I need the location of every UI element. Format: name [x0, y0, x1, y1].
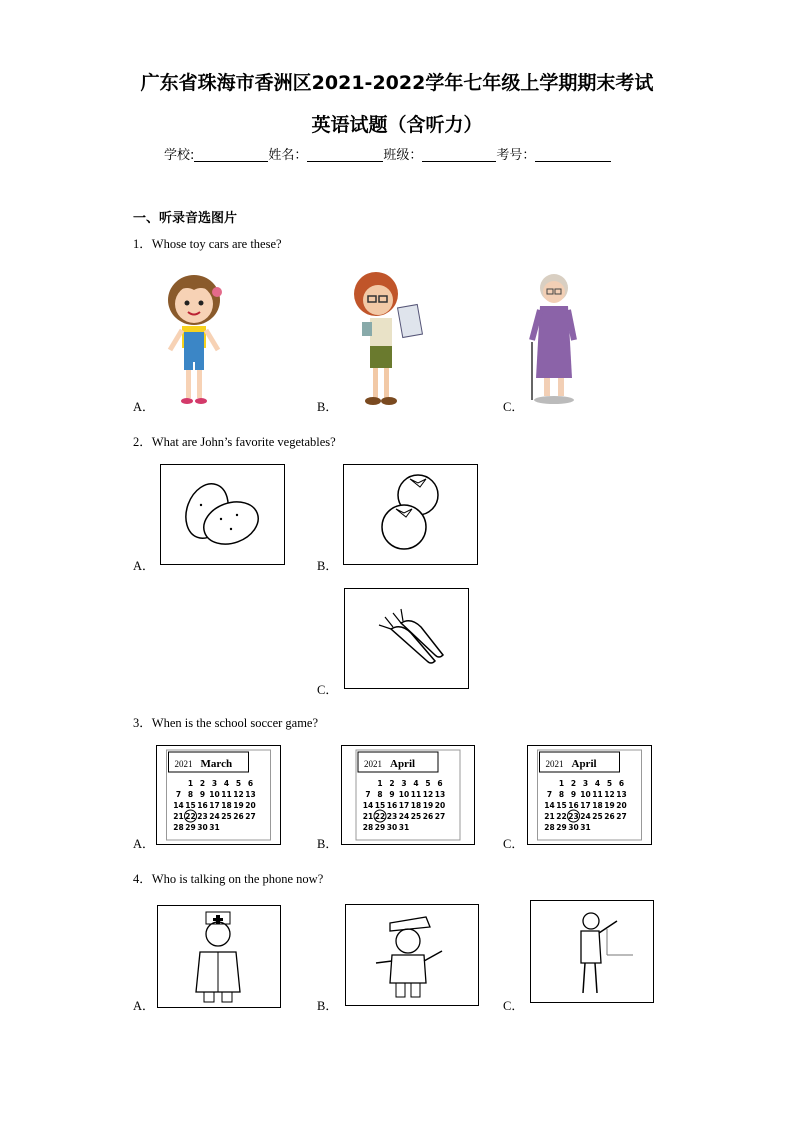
- calendar-day: 10: [580, 790, 591, 799]
- calendar-day: 25: [410, 812, 422, 821]
- q4-option-c-label: C．: [503, 999, 524, 1013]
- teacher-picture[interactable]: [530, 900, 654, 1003]
- tomatoes-picture[interactable]: [343, 464, 478, 565]
- calendar-day: 13: [434, 790, 446, 799]
- calendar-day: 29: [374, 823, 386, 832]
- question-number: 3．: [133, 716, 152, 730]
- student-info-line: [164, 144, 611, 163]
- q2-option-a-label: A．: [133, 559, 155, 573]
- q4-option-b-label: B．: [317, 999, 338, 1013]
- calendar-month: April: [390, 758, 416, 770]
- calendar-april-22-picture[interactable]: [341, 745, 475, 845]
- calendar-day: 7: [365, 790, 371, 799]
- calendar-day: 25: [592, 812, 603, 821]
- calendar-day: 22: [185, 812, 196, 821]
- calendar-day: 13: [245, 790, 256, 799]
- calendar-day: 15: [185, 801, 196, 810]
- calendar-day: 19: [233, 801, 244, 810]
- class-label: 班级：: [383, 148, 423, 163]
- calendar-day: 19: [604, 801, 615, 810]
- question-number: 1．: [133, 237, 152, 251]
- calendar-day: 17: [209, 801, 220, 810]
- calendar-day: 20: [434, 801, 446, 810]
- calendar-day: 21: [173, 812, 184, 821]
- q4-option-a-label: A．: [133, 999, 155, 1013]
- calendar-day: 27: [616, 812, 627, 821]
- calendar-day: 30: [197, 823, 208, 832]
- calendar-day: 27: [434, 812, 446, 821]
- calendar-day: 5: [425, 779, 431, 788]
- paper-title-line-1: 广东省珠海市香洲区2021-2022学年七年级上学期期末考试: [140, 72, 654, 94]
- calendar-day: 10: [209, 790, 220, 799]
- calendar-day: 26: [233, 812, 244, 821]
- boy-with-glasses-picture[interactable]: [342, 270, 426, 408]
- calendar-day: 2: [389, 779, 395, 788]
- calendar-day: 6: [618, 779, 625, 788]
- question-4: [133, 869, 323, 887]
- calendar-day: 8: [377, 790, 383, 799]
- question-text: Whose toy cars are these?: [151, 237, 282, 251]
- calendar-day: 20: [616, 801, 627, 810]
- q1-option-c-label: C．: [503, 400, 524, 414]
- calendar-day: 5: [606, 779, 613, 788]
- calendar-day: 2: [199, 779, 206, 788]
- calendar-day: 2: [570, 779, 577, 788]
- calendar-day: 1: [558, 779, 565, 788]
- calendar-day: 18: [410, 801, 422, 810]
- calendar-day: 15: [556, 801, 567, 810]
- calendar-day: 6: [437, 779, 443, 788]
- school-blank: [194, 147, 268, 162]
- calendar-day: 6: [247, 779, 254, 788]
- calendar-day: 12: [604, 790, 615, 799]
- calendar-day: 5: [235, 779, 242, 788]
- calendar-march-picture[interactable]: [156, 745, 281, 845]
- class-blank: [422, 147, 496, 162]
- calendar-month: March: [200, 758, 233, 770]
- question-text: Who is talking on the phone now?: [151, 872, 324, 886]
- calendar-day: 24: [209, 812, 220, 821]
- calendar-day: 4: [594, 779, 601, 788]
- q1-option-b-label: B．: [317, 400, 338, 414]
- calendar-day: 4: [413, 779, 419, 788]
- calendar-day: 18: [592, 801, 603, 810]
- doctor-picture[interactable]: [157, 905, 281, 1008]
- calendar-day: 24: [580, 812, 591, 821]
- q2-option-c-label: C．: [317, 683, 338, 697]
- calendar-day: 17: [580, 801, 591, 810]
- calendar-year: 2021: [364, 759, 382, 769]
- calendar-day: 19: [422, 801, 434, 810]
- question-1: [133, 234, 282, 252]
- calendar-day: 24: [398, 812, 410, 821]
- calendar-day: 11: [410, 790, 422, 799]
- calendar-day: 16: [386, 801, 398, 810]
- calendar-day: 9: [199, 790, 206, 799]
- calendar-day: 11: [221, 790, 232, 799]
- name-blank: [307, 147, 383, 162]
- calendar-day: 28: [362, 823, 374, 832]
- calendar-day: 16: [568, 801, 579, 810]
- calendar-day: 14: [362, 801, 374, 810]
- calendar-day: 3: [211, 779, 218, 788]
- calendar-day: 30: [386, 823, 398, 832]
- calendar-day: 18: [221, 801, 232, 810]
- number-label: 考号：: [496, 148, 536, 163]
- calendar-day: 1: [187, 779, 194, 788]
- q2-option-b-label: B．: [317, 559, 338, 573]
- calendar-day: 16: [197, 801, 208, 810]
- calendar-year: 2021: [545, 759, 564, 769]
- calendar-day: 20: [245, 801, 256, 810]
- paper-title-line-2: 英语试题（含听力）: [311, 114, 483, 136]
- calendar-day: 14: [173, 801, 184, 810]
- calendar-day: 30: [568, 823, 579, 832]
- question-number: 4．: [133, 872, 152, 886]
- calendar-day: 9: [389, 790, 395, 799]
- calendar-april-23-picture[interactable]: [527, 745, 652, 845]
- question-text: When is the school soccer game?: [151, 716, 319, 730]
- calendar-day: 31: [580, 823, 591, 832]
- calendar-month: April: [571, 758, 597, 770]
- calendar-day: 1: [377, 779, 383, 788]
- calendar-day: 31: [209, 823, 220, 832]
- calendar-day: 3: [401, 779, 407, 788]
- q3-option-a-label: A．: [133, 837, 155, 851]
- calendar-year: 2021: [174, 759, 193, 769]
- q3-option-b-label: B．: [317, 837, 338, 851]
- calendar-day: 22: [374, 812, 386, 821]
- calendar-day: 29: [556, 823, 567, 832]
- calendar-day: 8: [187, 790, 194, 799]
- calendar-day: 21: [362, 812, 374, 821]
- question-text: What are John’s favorite vegetables?: [151, 435, 336, 449]
- calendar-day: 12: [422, 790, 434, 799]
- grandmother-picture[interactable]: [528, 270, 582, 406]
- calendar-day: 9: [570, 790, 577, 799]
- question-2: [133, 432, 336, 450]
- calendar-day: 31: [398, 823, 410, 832]
- calendar-day: 22: [556, 812, 567, 821]
- calendar-day: 4: [223, 779, 230, 788]
- calendar-day: 7: [546, 790, 553, 799]
- q3-option-c-label: C．: [503, 837, 524, 851]
- calendar-day: 8: [558, 790, 565, 799]
- calendar-day: 29: [185, 823, 196, 832]
- calendar-day: 21: [544, 812, 555, 821]
- potatoes-picture[interactable]: [160, 464, 285, 565]
- police-officer-picture[interactable]: [345, 904, 479, 1006]
- calendar-day: 23: [197, 812, 208, 821]
- calendar-day: 15: [374, 801, 386, 810]
- name-label: 姓名：: [268, 148, 308, 163]
- calendar-day: 12: [233, 790, 244, 799]
- question-3: [133, 713, 318, 731]
- calendar-day: 7: [175, 790, 182, 799]
- calendar-day: 23: [568, 812, 579, 821]
- calendar-day: 25: [221, 812, 232, 821]
- calendar-day: 26: [604, 812, 615, 821]
- calendar-day: 13: [616, 790, 627, 799]
- carrots-picture[interactable]: [344, 588, 469, 689]
- calendar-day: 17: [398, 801, 410, 810]
- calendar-day: 10: [398, 790, 410, 799]
- question-number: 2．: [133, 435, 152, 449]
- calendar-day: 28: [173, 823, 184, 832]
- school-label: 学校:: [164, 148, 195, 163]
- section-title: 一、听录音选图片: [133, 211, 238, 226]
- number-blank: [535, 147, 611, 162]
- calendar-day: 27: [245, 812, 256, 821]
- calendar-day: 26: [422, 812, 434, 821]
- calendar-day: 23: [386, 812, 398, 821]
- q1-option-a-label: A．: [133, 400, 155, 414]
- calendar-day: 11: [592, 790, 603, 799]
- calendar-day: 3: [582, 779, 589, 788]
- calendar-day: 28: [544, 823, 555, 832]
- girl-picture[interactable]: [158, 270, 230, 408]
- calendar-day: 14: [544, 801, 555, 810]
